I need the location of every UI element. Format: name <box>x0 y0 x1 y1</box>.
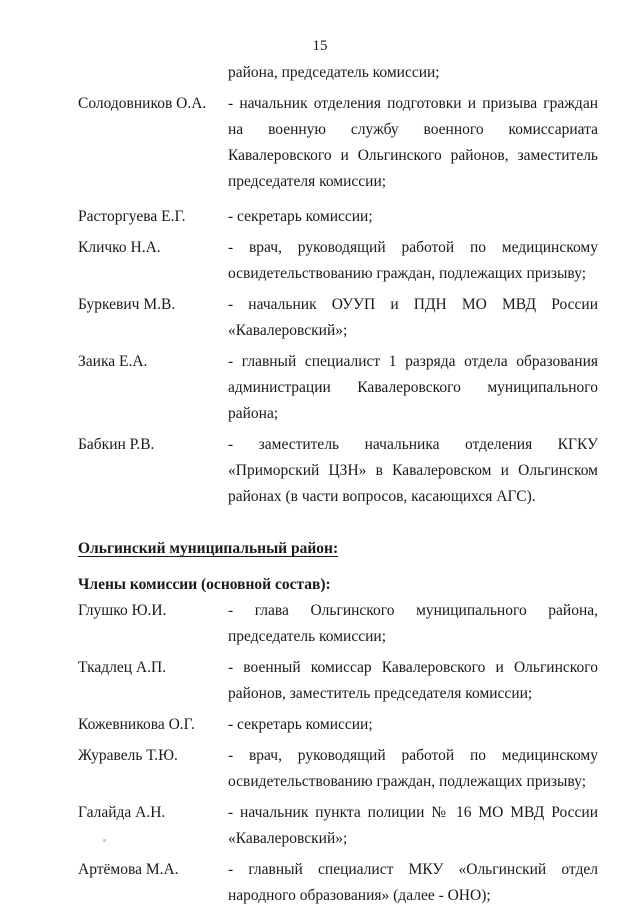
member-entry <box>78 800 598 852</box>
member-name: Заика Е.А. <box>78 353 148 370</box>
continuation-text: района, председатель комиссии; <box>228 64 440 81</box>
member-name: Бабкин Р.В. <box>78 436 155 453</box>
member-role: - начальник отделения подготовки и призыва граждан на военную службу военного комиссариата Кавалеровского и Ольгинского районов, заместитель председателя комиссии; <box>228 95 598 190</box>
member-entry <box>78 432 598 510</box>
member-entry <box>78 857 598 909</box>
member-name: Артёмова М.А. <box>78 861 179 878</box>
member-entry <box>78 655 598 707</box>
member-name: Глушко Ю.И. <box>78 602 167 619</box>
member-role: - врач, руководящий работой по медицинскому освидетельствованию граждан, подлежащих призыву; <box>228 747 598 790</box>
member-name: Солодовников О.А. <box>78 95 207 112</box>
subheading: Члены комиссии (основной состав): <box>78 576 331 593</box>
member-role: - начальник ОУУП и ПДН МО МВД России «Кавалеровский»; <box>228 296 598 339</box>
member-entry <box>78 712 598 738</box>
member-role: - врач, руководящий работой по медицинскому освидетельствованию граждан, подлежащих призыву; <box>228 239 598 282</box>
member-role: - военный комиссар Кавалеровского и Ольгинского районов, заместитель председателя комиссии; <box>228 659 598 702</box>
member-entry <box>78 743 598 795</box>
member-role: - секретарь комиссии; <box>228 208 373 225</box>
section-heading: Ольгинский муниципальный район: <box>78 540 339 557</box>
member-entry <box>78 598 598 650</box>
member-role: - главный специалист МКУ «Ольгинский отдел народного образования» (далее - ОНО); <box>228 861 598 904</box>
member-name: Кожевникова О.Г. <box>78 716 195 733</box>
member-entry <box>78 204 598 230</box>
document-body <box>78 60 598 909</box>
page-number: 15 <box>312 38 328 54</box>
member-role: - заместитель начальника отделения КГКУ «Приморский ЦЗН» в Кавалеровском и Ольгинском районах (в части вопросов, касающихся АГС). <box>228 436 598 505</box>
member-role: - главный специалист 1 разряда отдела образования администрации Кавалеровского муниципального района; <box>228 353 598 422</box>
member-name: Кличко Н.А. <box>78 239 161 256</box>
member-name: Галайда А.Н. <box>78 804 166 821</box>
member-role: - секретарь комиссии; <box>228 716 373 733</box>
member-role: - глава Ольгинского муниципального района, председатель комиссии; <box>228 602 598 645</box>
scan-speck <box>103 839 106 842</box>
continuation-line <box>78 60 598 86</box>
member-name: Буркевич М.В. <box>78 296 176 313</box>
member-name: Расторгуева Е.Г. <box>78 208 186 225</box>
member-entry <box>78 292 598 344</box>
member-entry <box>78 235 598 287</box>
member-entry <box>78 91 598 195</box>
member-name: Ткадлец А.П. <box>78 659 167 676</box>
member-role: - начальник пункта полиции № 16 МО МВД России «Кавалеровский»; <box>228 804 598 847</box>
member-name: Журавель Т.Ю. <box>78 747 178 764</box>
member-entry <box>78 349 598 427</box>
